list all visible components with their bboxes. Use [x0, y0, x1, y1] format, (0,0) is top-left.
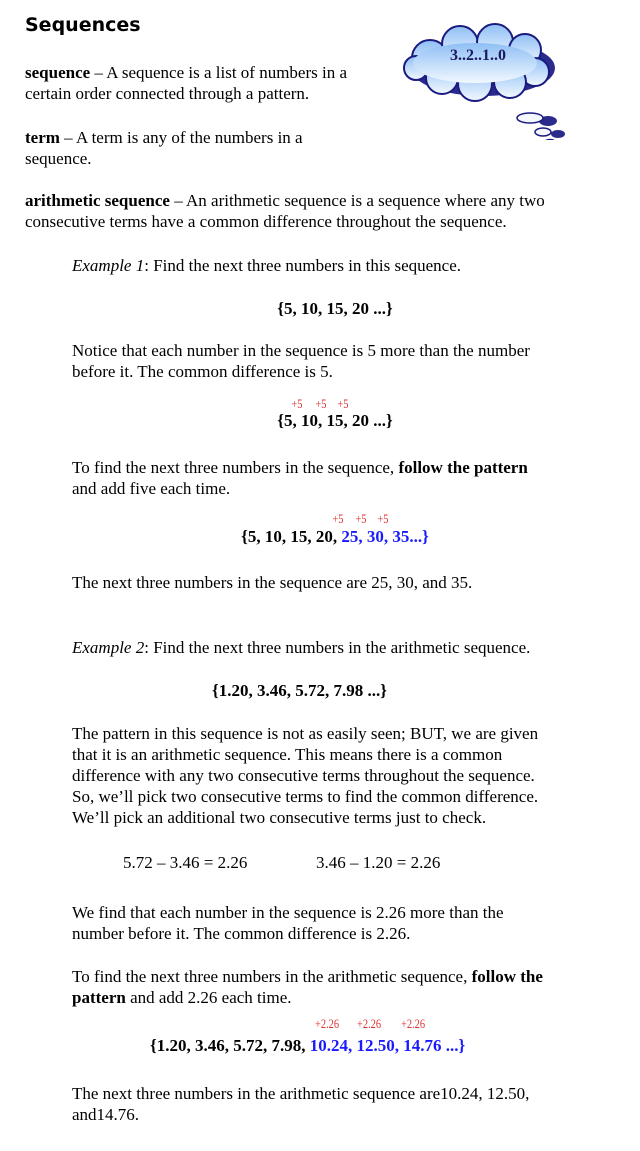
cloud-text: 3..2..1..0 — [450, 47, 506, 64]
equation-1: 5.72 – 3.46 = 2.26 — [123, 853, 248, 872]
example2-follow-pattern: To find the next three numbers in the arithmetic sequence, follow the pattern and add 2.26 each time. — [72, 967, 543, 1007]
annotation-plus5: +5 — [377, 511, 389, 526]
example1-extended-set: {5, 10, 15, 20, 25, 30, 35...} — [241, 527, 429, 546]
example1-heading: Example 1: Find the next three numbers in this sequence. — [72, 256, 462, 275]
example2-explanation: The pattern in this sequence is not as easily seen; BUT, we are given that it is an arithmetic sequence. This means there is a common difference with any two consecutive terms throughout the sequence. So, we’ll pick two consecutive terms to find the common difference. We’ll pick an additional two consecutive terms just to check. — [72, 724, 539, 827]
example2-extended-set: {1.20, 3.46, 5.72, 7.98, 10.24, 12.50, 14.76 ...} — [150, 1036, 466, 1055]
definition-arithmetic-sequence: arithmetic sequence – An arithmetic sequence is a sequence where any two consecutive terms have a common difference throughout the sequence. — [25, 191, 545, 231]
example1-follow-pattern: To find the next three numbers in the sequence, follow the pattern and add five each time. — [72, 458, 528, 498]
annotation-plus5: +5 — [291, 396, 303, 411]
annotation-plus2-26: +2.26 — [357, 1016, 382, 1031]
definition-term: term – A term is any of the numbers in a sequence. — [25, 128, 303, 168]
annotation-plus5: +5 — [355, 511, 367, 526]
annotation-plus5: +5 — [337, 396, 349, 411]
example2-conclusion: The next three numbers in the arithmetic sequence are10.24, 12.50, and14.76. — [72, 1084, 530, 1124]
annotation-plus5: +5 — [315, 396, 327, 411]
example2-set: {1.20, 3.46, 5.72, 7.98 ...} — [212, 681, 387, 700]
example2-heading: Example 2: Find the next three numbers in the arithmetic sequence. — [72, 638, 531, 657]
definition-sequence: sequence – A sequence is a list of numbers in a certain order connected through a pattern. — [25, 63, 348, 103]
annotation-plus5: +5 — [332, 511, 344, 526]
thought-cloud-icon — [390, 20, 570, 140]
example1-set-annotated: {5, 10, 15, 20 ...} — [277, 411, 393, 430]
example1-set: {5, 10, 15, 20 ...} — [277, 299, 393, 318]
annotation-plus2-26: +2.26 — [401, 1016, 426, 1031]
example1-notice: Notice that each number in the sequence is 5 more than the number before it. The common difference is 5. — [72, 341, 530, 381]
page-title: Sequences — [25, 14, 141, 36]
example1-conclusion: The next three numbers in the sequence are 25, 30, and 35. — [72, 573, 473, 592]
annotation-plus2-26: +2.26 — [315, 1016, 340, 1031]
equation-2: 3.46 – 1.20 = 2.26 — [316, 853, 441, 872]
example2-common-difference: We find that each number in the sequence is 2.26 more than the number before it. The common difference is 2.26. — [72, 903, 504, 943]
